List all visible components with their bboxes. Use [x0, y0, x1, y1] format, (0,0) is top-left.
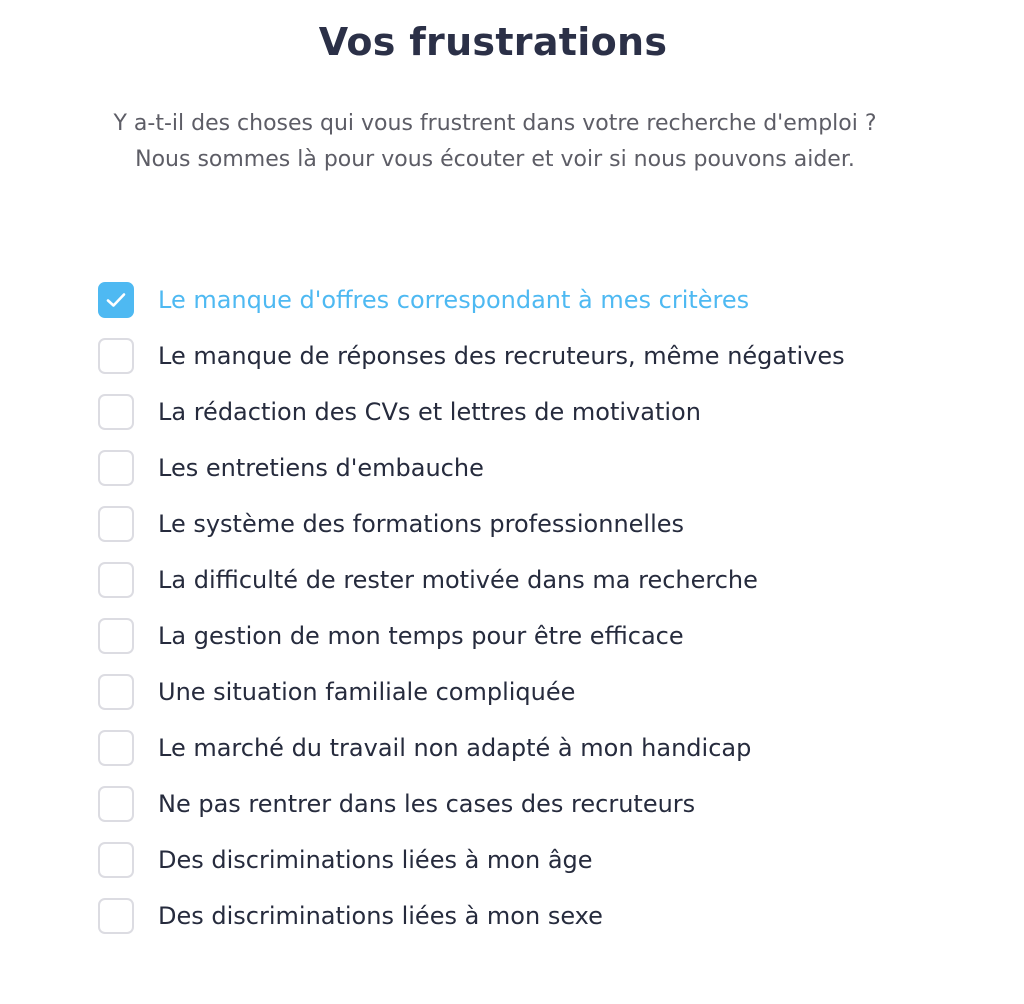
checkbox[interactable]: [98, 842, 134, 878]
checkmark-icon: [106, 292, 126, 308]
checklist-option[interactable]: [98, 608, 998, 664]
checkbox[interactable]: [98, 730, 134, 766]
checkbox[interactable]: [98, 786, 134, 822]
option-label[interactable]: Des discriminations liées à mon âge: [158, 846, 593, 874]
checklist-option[interactable]: [98, 496, 998, 552]
checkbox[interactable]: [98, 618, 134, 654]
checklist-option[interactable]: [98, 888, 998, 944]
frustrations-checklist: [98, 272, 998, 944]
option-label[interactable]: La difficulté de rester motivée dans ma recherche: [158, 566, 758, 594]
checklist-option[interactable]: [98, 328, 998, 384]
checklist-option[interactable]: [98, 776, 998, 832]
checkbox[interactable]: [98, 562, 134, 598]
checkbox[interactable]: [98, 674, 134, 710]
checklist-option[interactable]: [98, 720, 998, 776]
checklist-option[interactable]: [98, 552, 998, 608]
option-label[interactable]: La rédaction des CVs et lettres de motivation: [158, 398, 701, 426]
page-subtitle: [0, 106, 990, 178]
option-label[interactable]: Le système des formations professionnelles: [158, 510, 685, 538]
checkbox[interactable]: [98, 394, 134, 430]
checkbox[interactable]: [98, 450, 134, 486]
checkbox[interactable]: [98, 338, 134, 374]
checkbox[interactable]: [98, 506, 134, 542]
checklist-option[interactable]: [98, 272, 998, 328]
subtitle-line-2: Nous sommes là pour vous écouter et voir si nous pouvons aider.: [135, 147, 855, 172]
checklist-option[interactable]: [98, 440, 998, 496]
option-label[interactable]: Les entretiens d'embauche: [158, 454, 484, 482]
subtitle-line-1: Y a-t-il des choses qui vous frustrent dans votre recherche d'emploi ?: [113, 111, 877, 136]
option-label[interactable]: Le manque de réponses des recruteurs, même négatives: [158, 342, 845, 370]
option-label[interactable]: Des discriminations liées à mon sexe: [158, 902, 603, 930]
checkbox[interactable]: [98, 898, 134, 934]
option-label[interactable]: Le marché du travail non adapté à mon handicap: [158, 734, 752, 762]
option-label[interactable]: Une situation familiale compliquée: [158, 678, 576, 706]
checklist-option[interactable]: [98, 832, 998, 888]
option-label[interactable]: La gestion de mon temps pour être efficace: [158, 622, 684, 650]
checklist-option[interactable]: [98, 664, 998, 720]
option-label[interactable]: Ne pas rentrer dans les cases des recruteurs: [158, 790, 696, 818]
checkbox-checked[interactable]: [98, 282, 134, 318]
checklist-option[interactable]: [98, 384, 998, 440]
page-title: Vos frustrations: [318, 20, 668, 64]
option-label[interactable]: Le manque d'offres correspondant à mes critères: [158, 286, 750, 314]
